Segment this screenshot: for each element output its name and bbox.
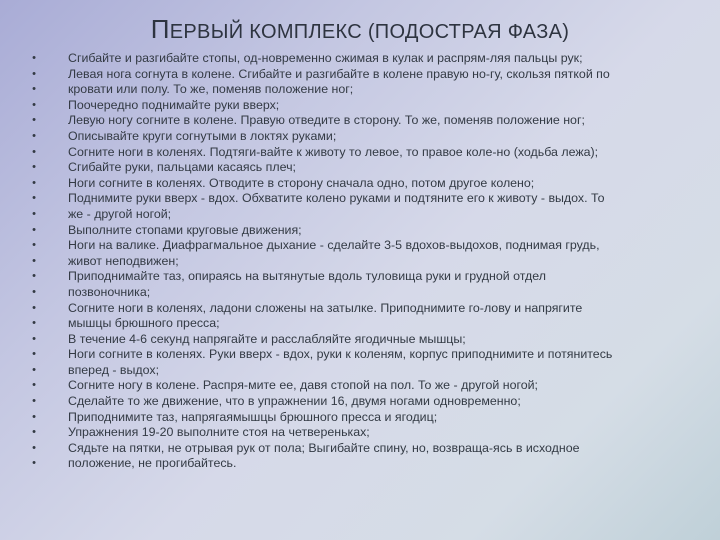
exercise-line: Ноги согните в коленях. Руки вверх - вдох, руки к коленям, корпус приподнимите и потянитесь [68, 347, 613, 362]
title-first-letter: П [150, 14, 170, 44]
exercise-line: Левая нога согнута в колене. Сгибайте и разгибайте в колене правую но-гу, скользя пяткой по [68, 66, 610, 81]
bullet-icon: • [32, 52, 36, 64]
exercise-line: Ноги на валике. Диафрагмальное дыхание - сделайте 3-5 вдохов-выдохов, поднимая грудь, [68, 238, 600, 253]
title-rest: ЕРВЫЙ КОМПЛЕКС (ПОДОСТРАЯ ФАЗА) [169, 21, 570, 43]
exercise-line: мышцы брюшного пресса; [68, 316, 220, 331]
exercise-item [30, 145, 702, 161]
exercise-line: Поочередно поднимайте руки вверх; [68, 97, 280, 112]
exercise-line: Приподнимите таз, напрягаямышцы брюшного пресса и ягодиц; [68, 409, 438, 424]
exercise-item [30, 394, 702, 410]
bullet-icon: • [32, 426, 36, 439]
exercise-item [30, 238, 702, 269]
exercise-item [30, 332, 702, 348]
exercise-line: кровати или полу. То же, поменяв положение ног; [68, 82, 354, 97]
bullet-icon: • [32, 129, 36, 142]
bullet-icon: • [32, 223, 36, 236]
bullet-icon: • [32, 98, 36, 111]
exercise-item [30, 67, 702, 98]
bullet-icon: • [32, 114, 36, 127]
exercise-item [30, 98, 702, 114]
exercise-line: Согните ногу в колене. Распря-мите ее, давя стопой на пол. То же - другой ногой; [68, 378, 539, 393]
exercise-item [30, 425, 702, 441]
exercise-line: живот неподвижен; [68, 253, 179, 268]
bullet-icon: • [32, 176, 36, 189]
exercise-line: Описывайте круги согнутыми в локтях руками; [68, 128, 337, 143]
bullet-icon: • [32, 410, 36, 423]
bullet-icon: • [32, 395, 36, 408]
exercise-item [30, 378, 702, 394]
slide-title [0, 14, 720, 45]
exercise-item [30, 347, 702, 378]
exercise-list [30, 51, 702, 472]
exercise-line: вперед - выдох; [68, 362, 160, 377]
bullet-icon: • [32, 285, 36, 298]
bullet-icon: • [32, 239, 36, 252]
exercise-item [30, 160, 702, 176]
bullet-icon: • [32, 207, 36, 220]
bullet-icon: • [32, 457, 36, 470]
exercise-item [30, 410, 702, 426]
exercise-line: Левую ногу согните в колене. Правую отведите в сторону. То же, поменяв положение ног; [68, 113, 585, 128]
bullet-icon: • [32, 348, 36, 361]
bullet-icon: • [32, 363, 36, 376]
exercise-line: Упражнения 19-20 выполните стоя на четвереньках; [68, 425, 370, 440]
exercise-item [30, 191, 702, 222]
exercise-line: Сгибайте руки, пальцами касаясь плеч; [68, 160, 297, 175]
exercise-line: положение, не прогибайтесь. [68, 456, 237, 471]
bullet-icon: • [32, 192, 36, 205]
exercise-item [30, 113, 702, 129]
exercise-line: Сядьте на пятки, не отрывая рук от пола; Выгибайте спину, но, возвраща-ясь в исходное [68, 440, 580, 455]
bullet-icon: • [32, 441, 36, 454]
exercise-line: Согните ноги в коленях, ладони сложены на затылке. Приподнимите го-лову и напрягите [68, 300, 583, 315]
exercise-item [30, 223, 702, 239]
bullet-icon: • [32, 254, 36, 267]
exercise-line: Выполните стопами круговые движения; [68, 222, 302, 237]
exercise-line: Согните ноги в коленях. Подтяги-вайте к животу то левое, то правое коле-но (ходьба лежа); [68, 144, 599, 159]
bullet-icon: • [32, 379, 36, 392]
exercise-item [30, 51, 702, 67]
bullet-icon: • [32, 161, 36, 174]
bullet-icon: • [32, 317, 36, 330]
bullet-icon: • [32, 67, 36, 80]
bullet-icon: • [32, 145, 36, 158]
exercise-line: же - другой ногой; [68, 206, 172, 221]
exercise-line: Поднимите руки вверх - вдох. Обхватите колено руками и подтяните его к животу - выдох. То [68, 191, 605, 206]
exercise-line: позвоночника; [68, 284, 151, 299]
exercise-line: Ноги согните в коленях. Отводите в сторону сначала одно, потом другое колено; [68, 175, 535, 190]
exercise-item [30, 176, 702, 192]
bullet-icon: • [32, 83, 36, 96]
exercise-item [30, 441, 702, 472]
bullet-icon: • [32, 270, 36, 283]
bullet-icon: • [32, 301, 36, 314]
bullet-icon: • [32, 332, 36, 345]
exercise-line: Сделайте то же движение, что в упражнении 16, двумя ногами одновременно; [68, 394, 521, 409]
exercise-line: Сгибайте и разгибайте стопы, од-новременно сжимая в кулак и распрям-ляя пальцы рук; [68, 51, 583, 65]
exercise-item [30, 129, 702, 145]
exercise-line: В течение 4-6 секунд напрягайте и расслабляйте ягодичные мышцы; [68, 331, 466, 346]
exercise-item [30, 269, 702, 300]
exercise-line: Приподнимайте таз, опираясь на вытянутые вдоль туловища руки и грудной отдел [68, 269, 546, 284]
exercise-item [30, 301, 702, 332]
